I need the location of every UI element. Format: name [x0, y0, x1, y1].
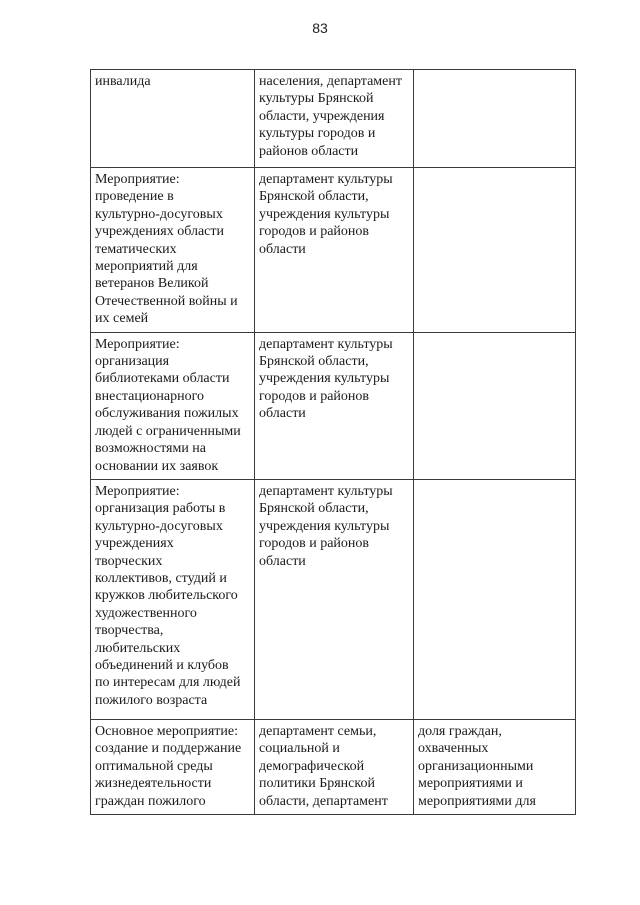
cell-text: инвалида: [95, 74, 151, 89]
table-cell: [414, 479, 576, 719]
table-cell: [255, 70, 414, 168]
table-row: [91, 70, 576, 168]
cell-text: населения, департамент культуры Брянской области, учреждения культуры городов и районов области: [259, 74, 402, 159]
table-cell: [414, 168, 576, 333]
table-cell: [414, 719, 576, 814]
cell-text: департамент культуры Брянской области, учреждения культуры городов и районов области: [259, 172, 393, 257]
table-cell: [91, 332, 255, 479]
table-cell: [414, 332, 576, 479]
table-row: [91, 168, 576, 333]
table-cell: [255, 479, 414, 719]
document-table: [90, 69, 576, 815]
cell-text: Мероприятие: организация работы в культурно-досуговых учреждениях творческих коллективов, студий и кружков любительского художественного творчества, любительских объединений и клубов по интересам для людей пожилого возраста: [95, 483, 241, 708]
cell-text: Мероприятие: организация библиотеками области внестационарного обслуживания пожилых людей с ограниченными возможностями на основании их заявок: [95, 336, 241, 474]
cell-text: департамент культуры Брянской области, учреждения культуры городов и районов области: [259, 336, 393, 422]
table-cell: [255, 719, 414, 814]
table-cell: [255, 168, 414, 333]
table-row: [91, 332, 576, 479]
page-number: 83: [312, 20, 328, 36]
cell-text: департамент семьи, социальной и демографической политики Брянской области, департамент: [259, 723, 388, 809]
table-cell: [91, 70, 255, 168]
cell-text: Основное мероприятие: создание и поддержание оптимальной среды жизнедеятельности граждан пожилого: [95, 723, 242, 809]
cell-text: Мероприятие: проведение в культурно-досуговых учреждениях области тематических мероприятий для ветеранов Великой Отечественной войны и их семей: [95, 172, 238, 327]
table-cell: [91, 479, 255, 719]
table-cell: [414, 70, 576, 168]
table-cell: [255, 332, 414, 479]
table-row: [91, 719, 576, 814]
table-row: [91, 479, 576, 719]
cell-text: департамент культуры Брянской области, учреждения культуры городов и районов области: [259, 483, 393, 569]
table-cell: [91, 719, 255, 814]
cell-text: доля граждан, охваченных организационными мероприятиями и мероприятиями для: [418, 723, 536, 809]
table-cell: [91, 168, 255, 333]
